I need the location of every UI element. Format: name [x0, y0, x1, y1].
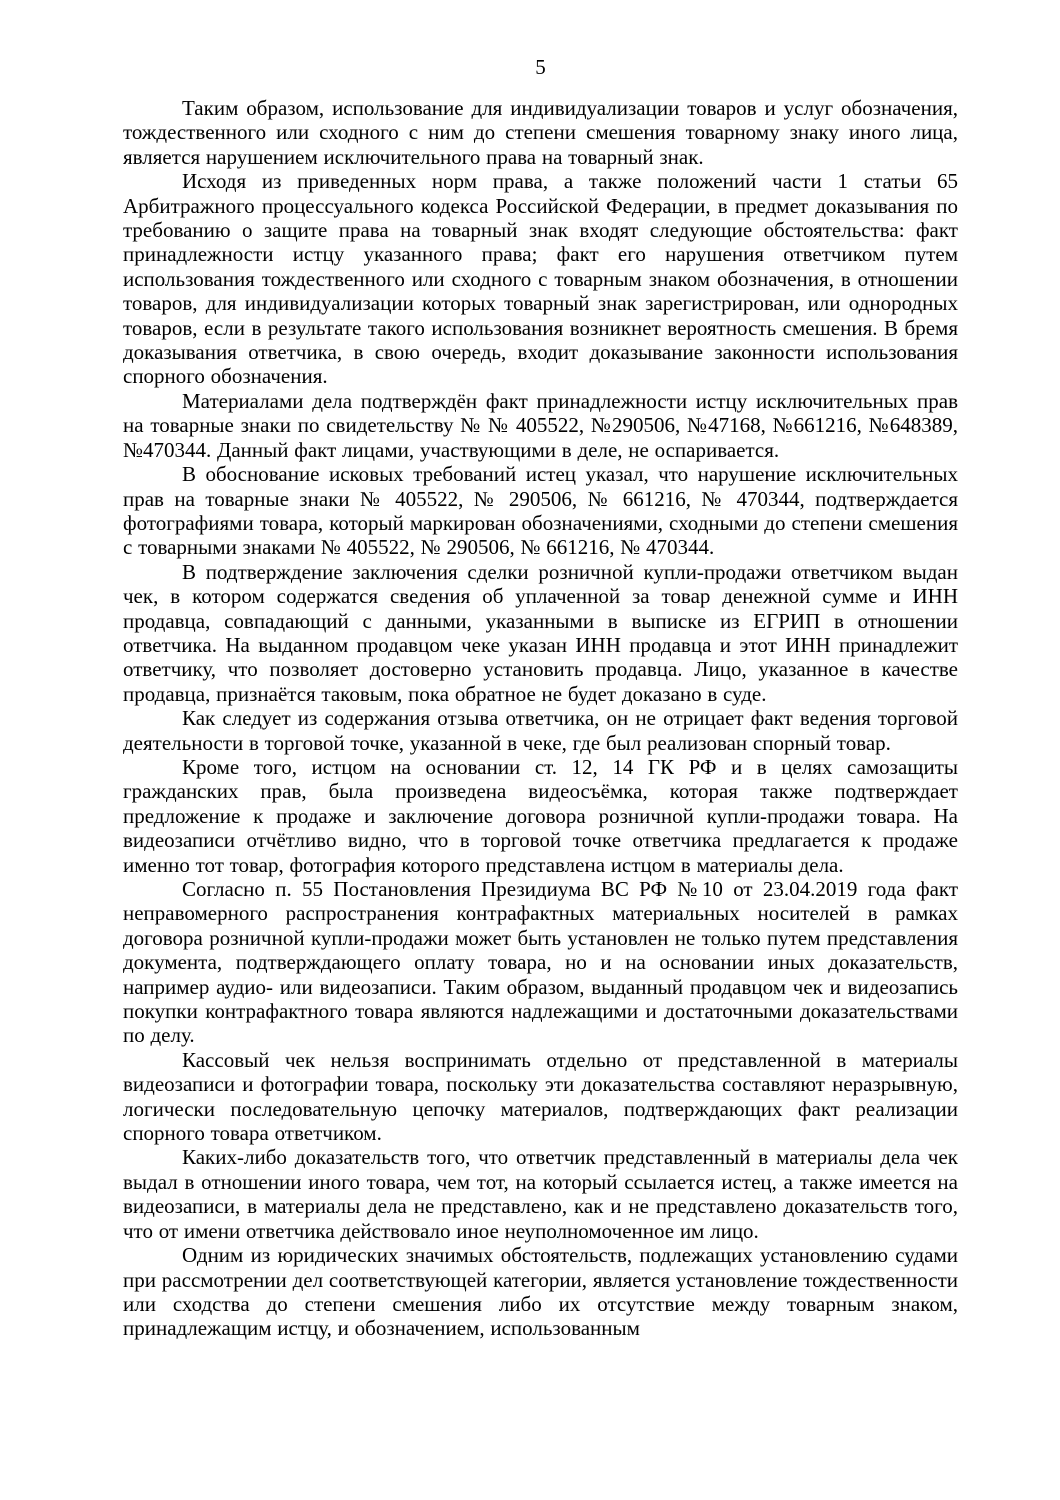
document-body [123, 96, 958, 1341]
paragraph: Таким образом, использование для индивидуализации товаров и услуг обозначения, тождественного или сходного с ним до степени смешения товарному знаку иного лица, является нарушением исключительного права на товарный знак. [123, 96, 958, 169]
paragraph: В подтверждение заключения сделки розничной купли-продажи ответчиком выдан чек, в котором содержатся сведения об уплаченной за товар денежной сумме и ИНН продавца, совпадающий с данными, указанными в выписке из ЕГРИП в отношении ответчика. На выданном продавцом чеке указан ИНН продавца и этот ИНН принадлежит ответчику, что позволяет достоверно установить продавца. Лицо, указанное в качестве продавца, признаётся таковым, пока обратное не будет доказано в суде. [123, 559, 958, 706]
paragraph: Материалами дела подтверждён факт принадлежности истцу исключительных прав на товарные знаки по свидетельству № № 405522, №290506, №47168, №661216, №648389, №470344. Данный факт лицами, участвующими в деле, не оспаривается. [123, 388, 958, 462]
paragraph: Одним из юридических значимых обстоятельств, подлежащих установлению судами при рассмотрении дел соответствующей категории, является установление тождественности или сходства до степени смешения либо их отсутствие между товарным знаком, принадлежащим истцу, и обозначением, использованным [123, 1243, 958, 1341]
paragraph: Как следует из содержания отзыва ответчика, он не отрицает факт ведения торговой деятельности в торговой точке, указанной в чеке, где был реализован спорный товар. [123, 706, 958, 755]
paragraph: В обоснование исковых требований истец указал, что нарушение исключительных прав на товарные знаки № 405522, № 290506, № 661216, № 470344, подтверждается фотографиями товара, который маркирован обозначениями, сходными до степени смешения с товарными знаками № 405522, № 290506, № 661216, № 470344. [123, 462, 958, 560]
paragraph: Исходя из приведенных норм права, а также положений части 1 статьи 65 Арбитражного процессуального кодекса Российской Федерации, в предмет доказывания по требованию о защите права на товарный знак входят следующие обстоятельства: факт принадлежности истцу указанного права; факт его нарушения ответчиком путем использования тождественного или сходного с товарным знаком обозначения, в отношении товаров, для индивидуализации которых товарный знак зарегистрирован, или однородных товаров, если в результате такого использования возникнет вероятность смешения. В бремя доказывания ответчика, в свою очередь, входит доказывание законности использования спорного обозначения. [123, 169, 958, 389]
paragraph: Кроме того, истцом на основании ст. 12, 14 ГК РФ и в целях самозащиты гражданских прав, была произведена видеосъёмка, которая также подтверждает предложение к продаже и заключение договора розничной купли-продажи товара. На видеозаписи отчётливо видно, что в торговой точке ответчика предлагается к продаже именно тот товар, фотография которого представлена истцом в материалы дела. [123, 754, 958, 877]
paragraph: Кассовый чек нельзя воспринимать отдельно от представленной в материалы видеозаписи и фотографии товара, поскольку эти доказательства составляют неразрывную, логически последовательную цепочку материалов, подтверждающих факт реализации спорного товара ответчиком. [123, 1047, 958, 1146]
paragraph: Согласно п. 55 Постановления Президиума ВС РФ №10 от 23.04.2019 года факт неправомерного распространения контрафактных материальных носителей в рамках договора розничной купли-продажи может быть установлен не только путем представления документа, подтверждающего оплату товара, но и на основании иных доказательств, например аудио- или видеозаписи. Таким образом, выданный продавцом чек и видеозапись покупки контрафактного товара являются надлежащими и достаточными доказательствами по делу. [123, 877, 958, 1048]
paragraph: Каких-либо доказательств того, что ответчик представленный в материалы дела чек выдал в отношении иного товара, чем тот, на который ссылается истец, а также имеется на видеозаписи, в материалы дела не представлено, как и не представлено доказательств того, что от имени ответчика действовало иное неуполномоченное им лицо. [123, 1145, 958, 1243]
page-number: 5 [535, 55, 546, 79]
